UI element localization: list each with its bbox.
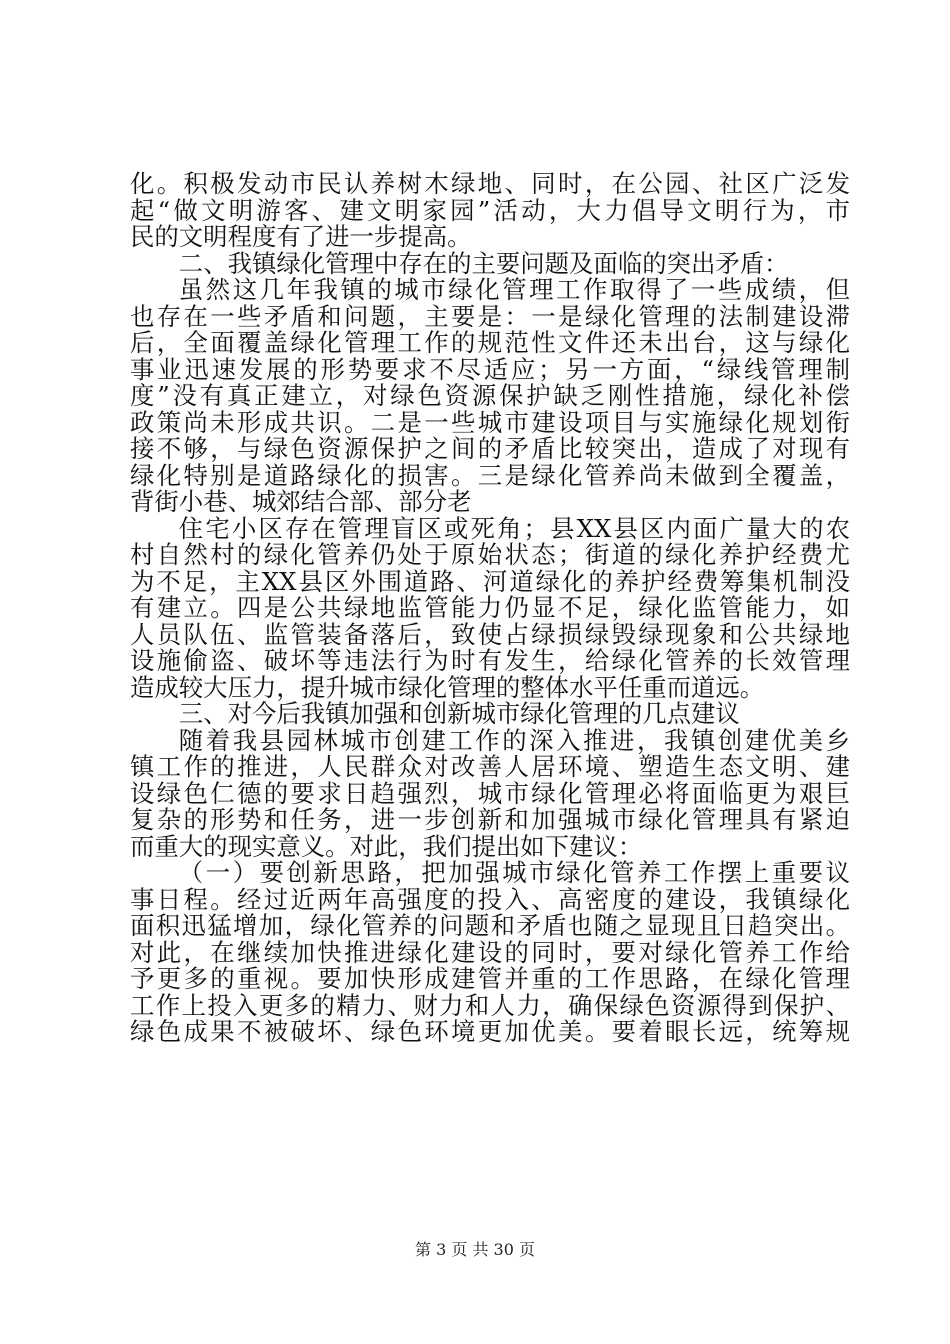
text-line: 绿化特别是道路绿化的损害。三是绿化管养尚未做到全覆盖，	[130, 460, 850, 490]
text-line: 设绿色仁德的要求日趋强烈，城市绿化管理必将面临更为艰巨	[130, 778, 850, 808]
text-line: 化。积极发动市民认养树木绿地、同时，在公园、社区广泛发	[130, 169, 850, 198]
text-line: 为不足，主XX县区外围道路、河道绿化的养护经费筹集机制没	[130, 566, 850, 596]
document-body	[130, 171, 850, 1046]
page-footer: 第 3 页 共 30 页	[415, 1240, 535, 1259]
text-line: 起“做文明游客、建文明家园”活动，大力倡导文明行为，市	[130, 195, 850, 225]
text-line: 人员队伍、监管装备落后，致使占绿损绿毁绿现象和公共绿地	[130, 619, 850, 649]
text-line: 事日程。经过近两年高强度的投入、高密度的建设，我镇绿化	[130, 884, 850, 914]
text-line: 村自然村的绿化管养仍处于原始状态；街道的绿化养护经费尤	[130, 540, 850, 569]
text-line: 三、对今后我镇加强和创新城市绿化管理的几点建议	[178, 699, 740, 728]
text-line: 工作上投入更多的精力、财力和人力，确保绿色资源得到保护、	[130, 990, 850, 1020]
text-line: 度”没有真正建立，对绿色资源保护缺乏刚性措施，绿化补偿	[130, 381, 850, 410]
text-line: 造成较大压力，提升城市绿化管理的整体水平任重而道远。	[130, 672, 765, 702]
text-line: 镇工作的推进，人民群众对改善人居环境、塑造生态文明、建	[130, 752, 850, 781]
text-line: 背街小巷、城郊结合部、部分老	[130, 487, 472, 516]
text-line: 对此，在继续加快推进绿化建设的同时，要对绿化管养工作给	[130, 937, 850, 967]
text-line: 设施偷盗、破坏等违法行为时有发生，给绿化管养的长效管理	[130, 646, 850, 675]
text-line: 绿色成果不被破坏、绿色环境更加优美。要着眼长远，统筹规	[130, 1017, 850, 1046]
text-line: 后，全面覆盖绿化管理工作的规范性文件还未出台，这与绿化	[130, 328, 850, 357]
text-line: 住宅小区存在管理盲区或死角；县XX县区内面广量大的农	[178, 513, 850, 543]
text-line: 复杂的形势和任务，进一步创新和加强城市绿化管理具有紧迫	[130, 805, 850, 834]
text-line: 民的文明程度有了进一步提高。	[130, 222, 472, 251]
text-line: 二、我镇绿化管理中存在的主要问题及面临的突出矛盾：	[178, 248, 789, 278]
text-line: 面积迅猛增加，绿化管养的问题和矛盾也随之显现且日趋突出。	[130, 911, 850, 940]
text-line: 也存在一些矛盾和问题，主要是：一是绿化管理的法制建设滞	[130, 301, 850, 331]
text-line: （一）要创新思路，把加强城市绿化管养工作摆上重要议	[178, 858, 850, 887]
text-line: 予更多的重视。要加快形成建管并重的工作思路，在绿化管理	[130, 964, 850, 993]
text-line: 事业迅速发展的形势要求不尽适应；另一方面，“绿线管理制	[130, 354, 850, 384]
text-line: 虽然这几年我镇的城市绿化管理工作取得了一些成绩，但	[178, 275, 850, 304]
text-line: 有建立。四是公共绿地监管能力仍显不足，绿化监管能力，如	[130, 593, 850, 622]
text-line: 随着我县园林城市创建工作的深入推进，我镇创建优美乡	[178, 725, 850, 755]
text-line: 政策尚未形成共识。二是一些城市建设项目与实施绿化规划衔	[130, 407, 850, 437]
text-line: 接不够，与绿色资源保护之间的矛盾比较突出，造成了对现有	[130, 434, 850, 463]
text-line: 而重大的现实意义。对此，我们提出如下建议：	[130, 831, 643, 861]
